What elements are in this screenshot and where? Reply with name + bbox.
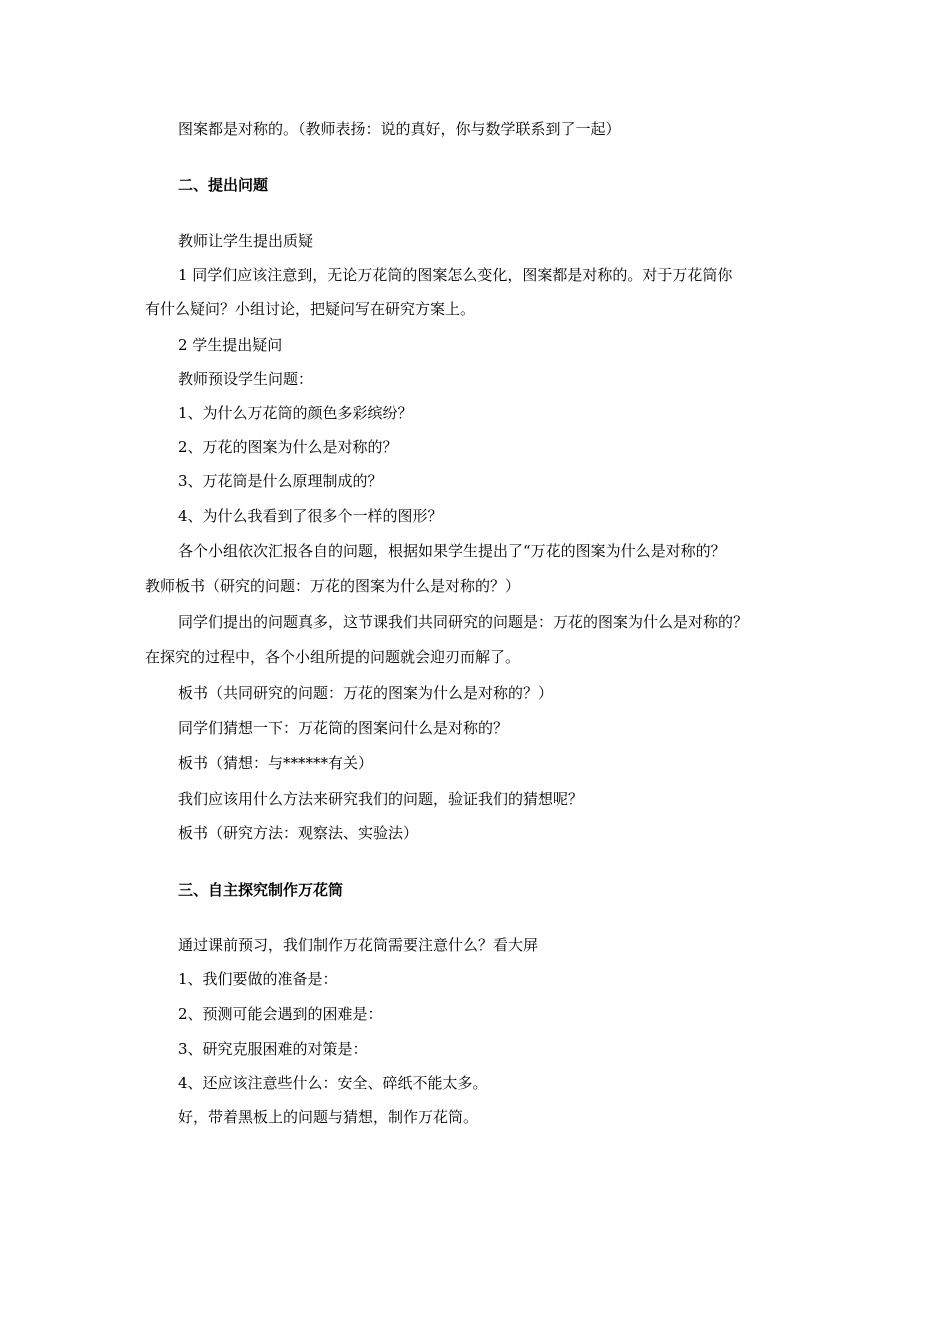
- question-item: 1、为什么万花筒的颜色多彩缤纷？: [178, 404, 413, 422]
- section2-p10: 我们应该用什么方法来研究我们的问题，验证我们的猜想呢？: [178, 790, 584, 808]
- prep-item: 2、预测可能会遇到的困难是：: [178, 1005, 383, 1023]
- section2-p7: 板书（共同研究的问题：万花的图案为什么是对称的？）: [178, 684, 554, 702]
- prep-item: 3、研究克服困难的对策是：: [178, 1040, 368, 1058]
- prep-item: 1、我们要做的准备是：: [178, 970, 338, 988]
- section3-heading: 三、自主探究制作万花筒: [178, 881, 344, 899]
- section2-p11: 板书（研究方法：观察法、实验法）: [178, 824, 419, 842]
- prep-item: 4、还应该注意些什么：安全、碎纸不能太多。: [178, 1074, 488, 1092]
- section3-p1: 通过课前预习，我们制作万花筒需要注意什么？看大屏: [178, 936, 539, 954]
- question-item: 2、万花的图案为什么是对称的？: [178, 438, 398, 456]
- question-item: 3、万花筒是什么原理制成的？: [178, 472, 383, 490]
- section2-p2-line2: 有什么疑问？小组讨论，把疑问写在研究方案上。: [145, 300, 476, 318]
- section2-p2-line1: 1 同学们应该注意到，无论万花筒的图案怎么变化，图案都是对称的。对于万花筒你: [178, 266, 733, 284]
- section2-p4: 教师预设学生问题：: [178, 370, 314, 388]
- section2-p5-line2: 教师板书（研究的问题：万花的图案为什么是对称的？）: [145, 577, 521, 595]
- question-item: 4、为什么我看到了很多个一样的图形？: [178, 507, 443, 525]
- section3-p2: 好，带着黑板上的问题与猜想，制作万花筒。: [178, 1108, 479, 1126]
- section2-heading: 二、提出问题: [178, 176, 269, 194]
- section2-p3: 2 学生提出疑问: [178, 336, 283, 354]
- section2-p5-line1: 各个小组依次汇报各自的问题，根据如果学生提出了“万花的图案为什么是对称的？: [178, 542, 726, 560]
- section2-p9: 板书（猜想：与******有关）: [178, 754, 374, 772]
- section2-p8: 同学们猜想一下：万花筒的图案问什么是对称的？: [178, 719, 509, 737]
- intro-line: 图案都是对称的。（教师表扬：说的真好，你与数学联系到了一起）: [178, 120, 621, 138]
- section2-p1: 教师让学生提出质疑: [178, 232, 314, 250]
- section2-p6-line2: 在探究的过程中，各个小组所提的问题就会迎刃而解了。: [145, 648, 521, 666]
- section2-p6-line1: 同学们提出的问题真多，这节课我们共同研究的问题是：万花的图案为什么是对称的？: [178, 613, 749, 631]
